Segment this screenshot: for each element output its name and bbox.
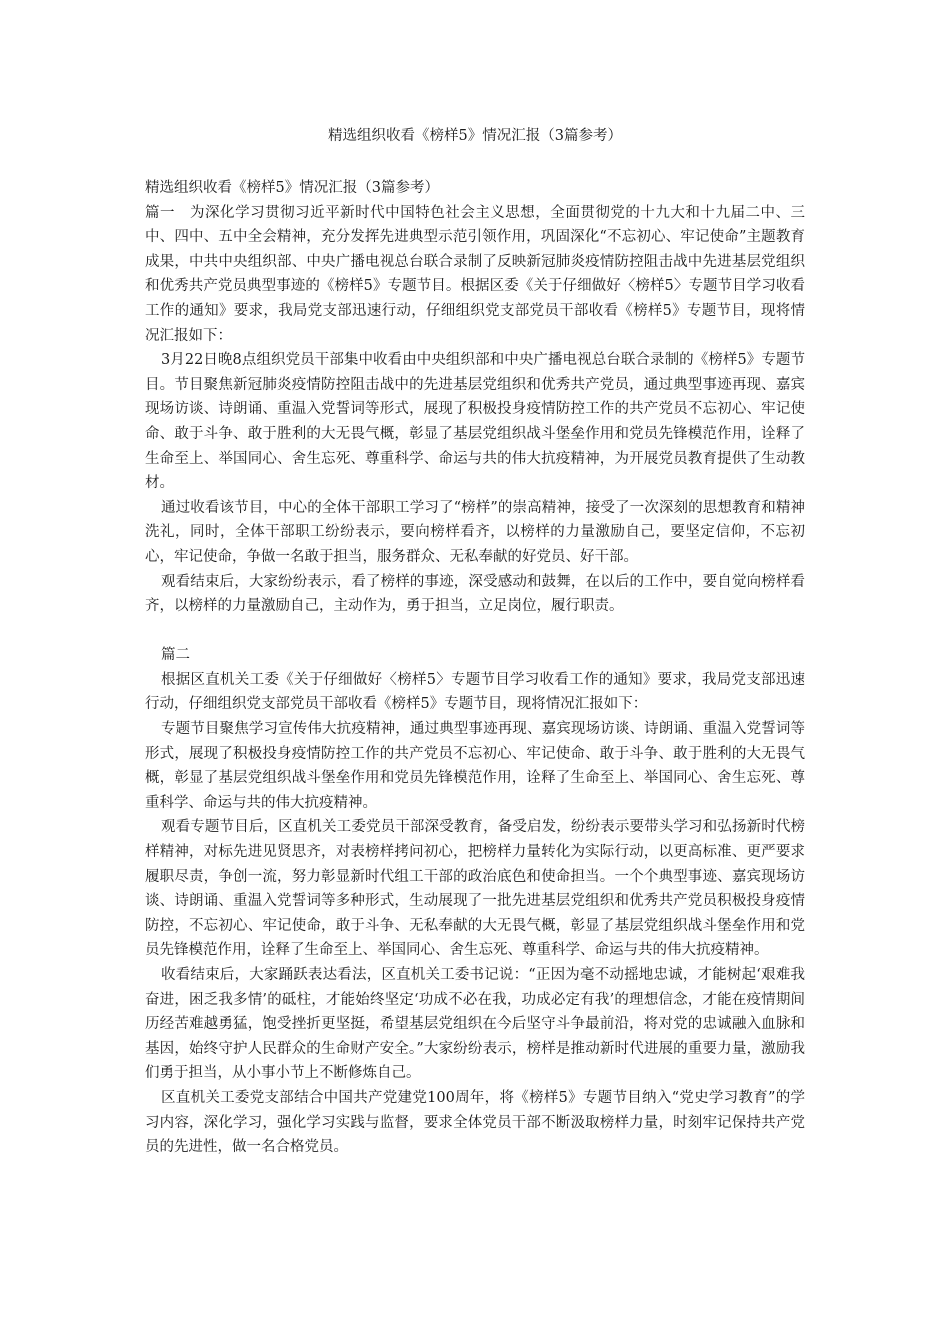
part1-paragraph-1: 篇一 为深化学习贯彻习近平新时代中国特色社会主义思想，全面贯彻党的十九大和十九届二中、三中、四中、五中全会精神，充分发挥先进典型示范引领作用，巩固深化“不忘初心、牢记使命”主题教育成果，中共中央组织部、中央广播电视总台联合录制了反映新冠肺炎疫情防控阻击战中先进基层党组织和优秀共产党员典型事迹的《榜样5》专题节目。根据区委《关于仔细做好〈榜样5〉专题节目学习收看工作的通知》要求，我局党支部迅速行动，仔细组织党支部党员干部收看《榜样5》专题节目，现将情况汇报如下：: [145, 204, 805, 344]
document-title: 精选组织收看《榜样5》情况汇报（3篇参考）: [328, 128, 622, 144]
part2-paragraph-3: 观看专题节目后，区直机关工委党员干部深受教育，备受启发，纷纷表示要带头学习和弘扬新时代榜样精神，对标先进见贤思齐，对表榜样拷问初心，把榜样力量转化为实际行动，以更高标准、更严要求履职尽责，争创一流，努力彰显新时代组工干部的政治底色和使命担当。一个个典型事迹、嘉宾现场访谈、诗朗诵、重温入党誓词等多种形式，生动展现了一批先进基层党组织和优秀共产党员积极投身疫情防控，不忘初心、牢记使命，敢于斗争、无私奉献的大无畏气概，彰显了基层党组织战斗堡垒作用和党员先锋模范作用，诠释了生命至上、举国同心、舍生忘死、尊重科学、命运与共的伟大抗疫精神。: [145, 819, 805, 959]
part1-paragraph-3: 通过收看该节目，中心的全体干部职工学习了“榜样”的崇高精神，接受了一次深刻的思想教育和精神洗礼，同时，全体干部职工纷纷表示，要向榜样看齐，以榜样的力量激励自己，要坚定信仰，不忘初心，牢记使命，争做一名敢于担当，服务群众、无私奉献的好党员、好干部。: [145, 499, 805, 565]
part2-label: 篇二: [161, 647, 190, 664]
document-body: [145, 176, 805, 1160]
section-spacer: [145, 619, 805, 644]
document-subtitle: 精选组织收看《榜样5》情况汇报（3篇参考）: [145, 180, 439, 196]
part2-paragraph-1: 根据区直机关工委《关于仔细做好〈榜样5〉专题节目学习收看工作的通知》要求，我局党支部迅速行动，仔细组织党支部党员干部收看《榜样5》专题节目，现将情况汇报如下：: [145, 671, 805, 713]
part2-paragraph-2: 专题节目聚焦学习宣传伟大抗疫精神，通过典型事迹再现、嘉宾现场访谈、诗朗诵、重温入党誓词等形式，展现了积极投身疫情防控工作的共产党员不忘初心、牢记使命、敢于斗争、敢于胜利的大无畏气概，彰显了基层党组织战斗堡垒作用和党员先锋模范作用，诠释了生命至上、举国同心、舍生忘死、尊重科学、命运与共的伟大抗疫精神。: [145, 721, 805, 811]
part1-paragraph-2: 3月22日晚8点组织党员干部集中收看由中央组织部和中央广播电视总台联合录制的《榜样5》专题节目。节目聚焦新冠肺炎疫情防控阻击战中的先进基层党组织和优秀共产党员，通过典型事迹再现、嘉宾现场访谈、诗朗诵、重温入党誓词等形式，展现了积极投身疫情防控工作的共产党员不忘初心、牢记使命、敢于斗争、敢于胜利的大无畏气概，彰显了基层党组织战斗堡垒作用和党员先锋模范作用，诠释了生命至上、举国同心、舍生忘死、尊重科学、命运与共的伟大抗疫精神，为开展党员教育提供了生动教材。: [145, 352, 805, 492]
part2-paragraph-5: 区直机关工委党支部结合中国共产党建党100周年，将《榜样5》专题节目纳入“党史学习教育”的学习内容，深化学习，强化学习实践与监督，要求全体党员干部不断汲取榜样力量，时刻牢记保持共产党员的先进性，做一名合格党员。: [145, 1089, 805, 1156]
part1-paragraph-4: 观看结束后，大家纷纷表示，看了榜样的事迹，深受感动和鼓舞，在以后的工作中，要自觉向榜样看齐，以榜样的力量激励自己，主动作为，勇于担当，立足岗位，履行职责。: [145, 573, 805, 615]
part2-paragraph-4: 收看结束后，大家踊跃表达看法，区直机关工委书记说：“正因为毫不动摇地忠诚，才能树起‘艰难我奋进，困乏我多情’的砥柱，才能始终坚定‘功成不必在我，功成必定有我’的理想信念，才能在疫情期间历经苦难越勇猛，饱受挫折更坚挺，希望基层党组织在今后坚守斗争最前沿，将对党的忠诚融入血脉和基因，始终守护人民群众的生命财产安全。”大家纷纷表示，榜样是推动新时代进展的重要力量，激励我们勇于担当，从小事小节上不断修炼自己。: [145, 967, 805, 1082]
